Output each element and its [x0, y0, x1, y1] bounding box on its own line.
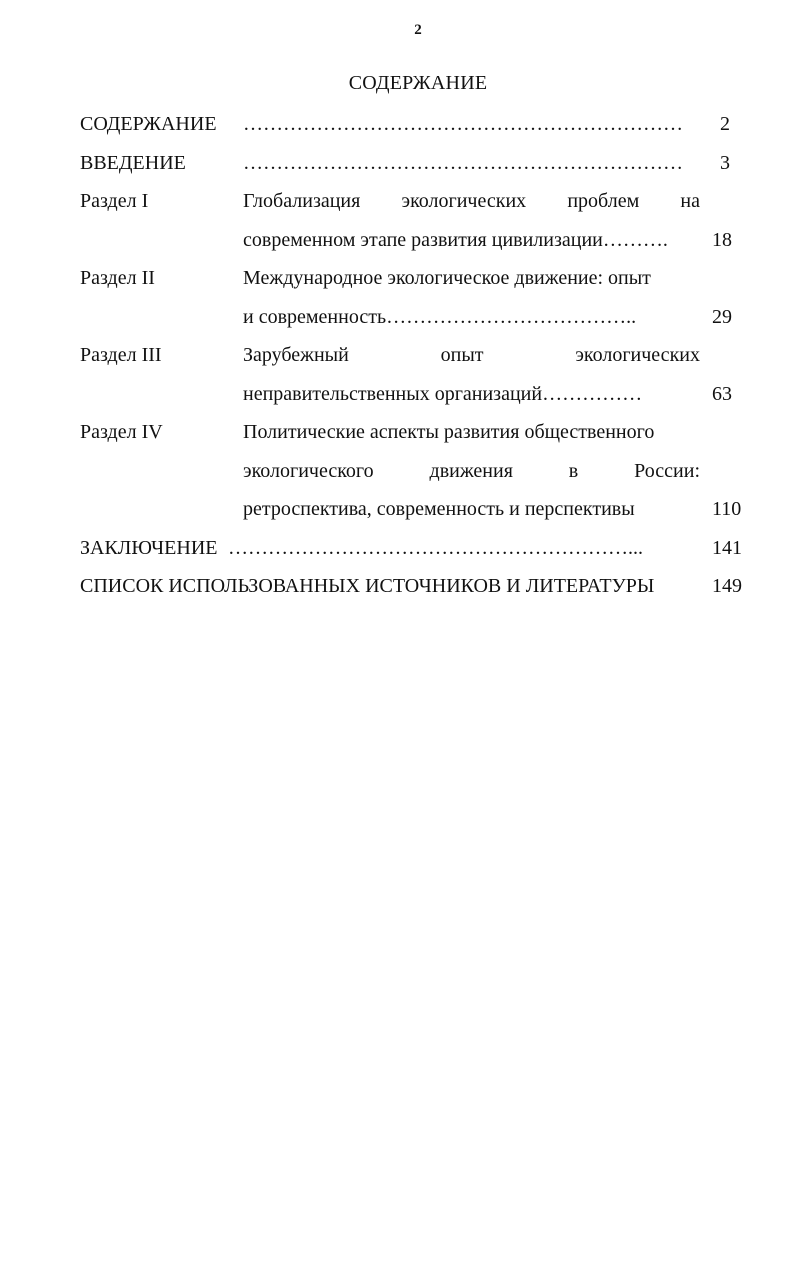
toc-entry-conclusion[interactable] — [80, 534, 750, 573]
word: опыт — [440, 344, 484, 366]
toc-entry-introduction[interactable] — [80, 149, 750, 188]
word: экологических — [575, 344, 700, 366]
toc-entry-section-4[interactable] — [80, 418, 750, 457]
toc-label: Раздел I — [80, 190, 149, 212]
page-number: 2 — [414, 22, 422, 38]
word: движения — [429, 459, 513, 482]
toc-entry-section-3[interactable] — [80, 341, 750, 380]
leader-dots: ………………………………………………………… — [243, 113, 683, 135]
toc-section-title-line — [243, 187, 700, 215]
toc-entry-section-3-cont[interactable] — [80, 380, 750, 419]
word: Зарубежный — [243, 344, 349, 366]
toc-entry-section-4-cont2[interactable] — [80, 495, 750, 534]
word: на — [680, 190, 700, 212]
leader-dots: ……………………………………………………... — [228, 536, 643, 559]
toc-page-number: 2 — [720, 113, 730, 135]
leader-dots: ………………………………………………………… — [243, 151, 683, 174]
toc-section-title-last-line: современном этапе развития цивилизации………. — [243, 228, 668, 251]
toc-page-number: 29 — [712, 305, 732, 328]
toc-label: СОДЕРЖАНИЕ — [80, 113, 217, 135]
toc-section-title-last-line: ретроспектива, современность и перспективы — [243, 498, 635, 520]
toc-entry-section-1[interactable] — [80, 187, 750, 226]
toc-label: Раздел II — [80, 267, 155, 289]
word: в — [568, 459, 579, 482]
toc-section-title-line: Международное экологическое движение: опыт — [243, 267, 651, 289]
toc-entry-section-4-cont[interactable] — [80, 457, 750, 496]
toc-label: Раздел IV — [80, 421, 163, 443]
toc-entry-references[interactable] — [80, 572, 750, 611]
word: экологических — [401, 190, 527, 212]
word: проблем — [567, 190, 640, 212]
table-of-contents — [80, 110, 750, 611]
toc-label: ВВЕДЕНИЕ — [80, 151, 186, 174]
toc-page-number: 141 — [712, 536, 742, 559]
toc-section-title-line: Политические аспекты развития общественного — [243, 421, 655, 443]
toc-section-title-line — [243, 341, 700, 369]
toc-page-number: 110 — [712, 498, 742, 520]
word: Глобализация — [243, 190, 361, 212]
toc-entry-section-2-cont[interactable] — [80, 303, 750, 342]
toc-label: СПИСОК ИСПОЛЬЗОВАННЫХ ИСТОЧНИКОВ И ЛИТЕРАТУРЫ — [80, 575, 655, 597]
word: экологического — [243, 459, 374, 482]
toc-section-title-line — [243, 457, 700, 485]
word: России: — [634, 459, 700, 482]
toc-page-number: 3 — [720, 151, 730, 174]
toc-section-title-last-line: неправительственных организаций…………… — [243, 382, 643, 405]
toc-page-number: 18 — [712, 228, 732, 251]
toc-entry-section-2[interactable] — [80, 264, 750, 303]
toc-page-number: 149 — [712, 575, 742, 597]
document-title: СОДЕРЖАНИЕ — [348, 72, 488, 94]
toc-label: ЗАКЛЮЧЕНИЕ — [80, 536, 218, 559]
toc-label: Раздел III — [80, 344, 162, 366]
toc-entry-section-1-cont[interactable] — [80, 226, 750, 265]
toc-page-number: 63 — [712, 382, 732, 405]
toc-entry-contents[interactable] — [80, 110, 750, 149]
toc-section-title-last-line: и современность……………………………….. — [243, 305, 637, 328]
